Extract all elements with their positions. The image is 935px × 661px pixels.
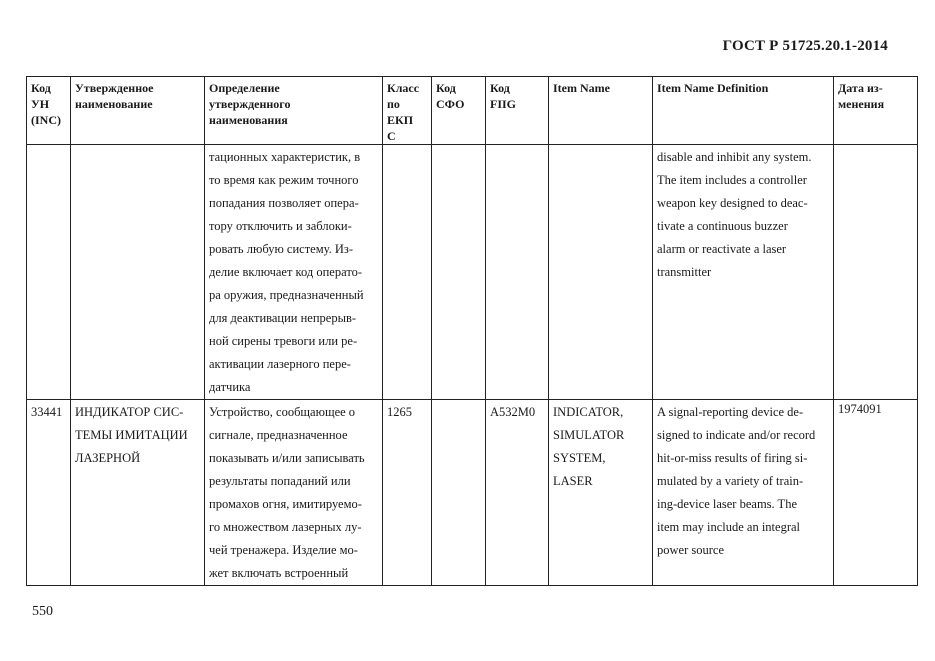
col-header-item-name: Item Name: [549, 77, 653, 145]
cell-item-name: [549, 145, 653, 400]
cell-fiig: A532M0: [486, 400, 549, 586]
cell-item-name: INDICATOR, SIMULATOR SYSTEM, LASER: [549, 400, 653, 586]
col-header-approved-name: Утвержденное наименование: [71, 77, 205, 145]
col-header-sfo: Код СФО: [432, 77, 486, 145]
page-number: 550: [32, 604, 53, 619]
cell-inc: [27, 145, 71, 400]
cell-inc: 33441: [27, 400, 71, 586]
cell-class: 1265: [383, 400, 432, 586]
col-header-item-definition: Item Name Definition: [653, 77, 834, 145]
cell-definition: Устройство, сообщающее о сигнале, предназначенное показывать и/или записывать результаты попаданий или промахов огня, имитируемо- го множеством лазерных лу- чей тренажера. Изделие мо- жет включать встроенный: [205, 400, 383, 586]
col-header-class: Класс по ЕКП С: [383, 77, 432, 145]
cell-definition: тационных характеристик, в то время как режим точного попадания позволяет опера- тору отключить и заблоки- ровать любую систему. Из- делие включает код операто- ра оружия, предназначенный для деактивации непрерыв- ной сирены тревоги или ре- активации лазерного пере- датчика: [205, 145, 383, 400]
cell-approved-name: ИНДИКАТОР СИС- ТЕМЫ ИМИТАЦИИ ЛАЗЕРНОЙ: [71, 400, 205, 586]
cell-sfo: [432, 145, 486, 400]
cell-sfo: [432, 400, 486, 586]
col-header-inc: Код УН (INC): [27, 77, 71, 145]
cell-change-date: 1974091: [834, 400, 918, 586]
col-header-definition: Определение утвержденного наименования: [205, 77, 383, 145]
table-row: [27, 400, 918, 586]
cell-class: [383, 145, 432, 400]
cell-approved-name: [71, 145, 205, 400]
cell-fiig: [486, 145, 549, 400]
item-names-table: [26, 76, 918, 586]
table-row: [27, 145, 918, 400]
cell-change-date: [834, 145, 918, 400]
cell-item-definition: disable and inhibit any system. The item includes a controller weapon key designed to deac- tivate a continuous buzzer alarm or reactivate a laser transmitter: [653, 145, 834, 400]
table-header-row: [27, 77, 918, 145]
col-header-fiig: Код FIIG: [486, 77, 549, 145]
col-header-change-date: Дата из- менения: [834, 77, 918, 145]
cell-item-definition: A signal-reporting device de- signed to indicate and/or record hit-or-miss results of firing si- mulated by a variety of train- ing-device laser beams. The item may include an integral power source: [653, 400, 834, 586]
document-standard-header: ГОСТ Р 51725.20.1-2014: [722, 38, 888, 54]
